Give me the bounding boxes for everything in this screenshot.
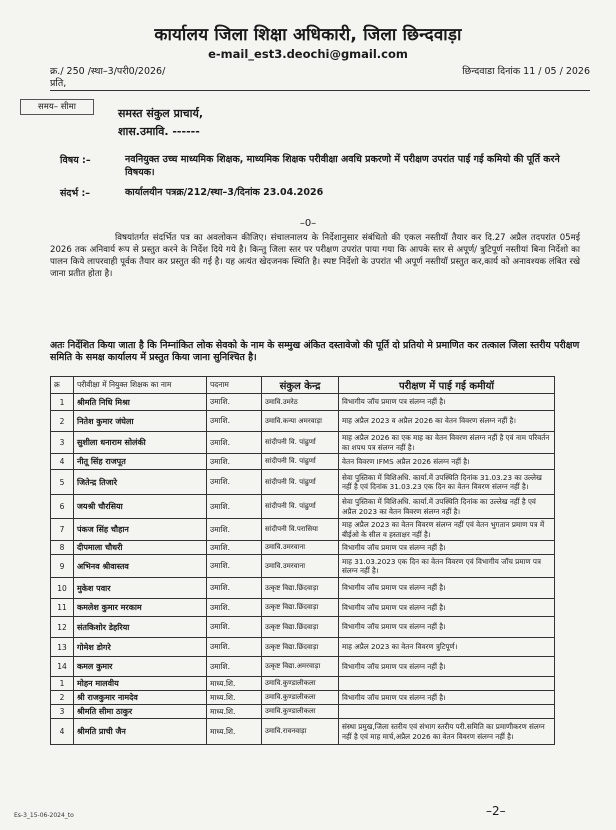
cell-sno: 5 [51, 470, 74, 495]
cell-post: उमाशि. [207, 578, 262, 599]
cell-sno: 1 [51, 677, 74, 691]
cell-remark: विभागीय जॉच प्रमाण पत्र संलग्न नहीं है। [339, 691, 555, 705]
letter-date: छिन्दवाडा दिनांक 11 / 05 / 2026 [462, 66, 590, 77]
cell-post: उमाशि. [207, 555, 262, 578]
table-row [51, 454, 555, 470]
table-row [51, 677, 555, 691]
cell-name: जितेन्द्र तिजारे [74, 470, 207, 495]
cell-name: नितेश कुमार जंघेला [74, 411, 207, 432]
cell-remark: वेतन विवरण IFMS अप्रैल 2026 संलग्न नहीं है। [339, 454, 555, 470]
cell-post: उमाशि. [207, 638, 262, 657]
header-name: परीवीक्षा में नियुक्त शिक्षक का नाम [74, 377, 207, 394]
cell-name: मोहन मालवीय [74, 677, 207, 691]
cell-sno: 4 [51, 719, 74, 745]
cell-remark: माह 31.03.2023 एक दिन का वेतन विवरण एवं विभागीय जॉच प्रमाण पत्र संलग्न नहीं है। [339, 555, 555, 578]
section-divider: –0– [299, 218, 317, 229]
cell-post: माध्य.शि. [207, 677, 262, 691]
table-row [51, 432, 555, 454]
cell-name: सुशीला धनाराम सोलंकी [74, 432, 207, 454]
cell-remark: सेवा पुस्तिका में विशिअधि. कार्या.में उपस्थिति दिनांक का उल्लेख नहीं है एवं अप्रैल 2023 का वेतन विवरण संलग्न नहीं है। [339, 495, 555, 519]
header-sno: क्र [51, 377, 74, 394]
header-rule [50, 90, 590, 91]
cell-name: श्रीमति प्राची जैन [74, 719, 207, 745]
cell-sno: 11 [51, 599, 74, 617]
cell-school: उमावि.उमरवाना [262, 555, 339, 578]
time-limit-stamp: समय– सीमा [20, 99, 94, 115]
cell-school: सांदीपनी वि. पांढुर्णा [262, 470, 339, 495]
table-row [51, 394, 555, 411]
cell-name: नीतू सिंह राजपूत [74, 454, 207, 470]
page-number: –2– [486, 804, 506, 818]
cell-name: दीपमाला चौधरी [74, 541, 207, 555]
cell-remark: विभागीय जॉच प्रमाण पत्र संलग्न नहीं है। [339, 394, 555, 411]
addressee-line-2: शास.उमावि. ------ [118, 125, 200, 138]
cell-school: उत्कृष्ट विद्या.छिंदवाड़ा [262, 599, 339, 617]
cell-school: उमावि.कुण्डालीकला [262, 677, 339, 691]
cell-remark: संस्था प्रमुख,जिला स्तरीय एवं संभाग स्तरीय परी.समिति का प्रमाणीकरण संलग्न नहीं है एवं माह मार्च,अप्रैल 2026 का वेतन विवरण संलग्न नहीं है। [339, 719, 555, 745]
reference-label: संदर्भ :– [60, 188, 91, 199]
table-row [51, 495, 555, 519]
cell-post: उमाशि. [207, 470, 262, 495]
cell-sno: 3 [51, 705, 74, 719]
cell-post: उमाशि. [207, 541, 262, 555]
cell-name: श्रीमति निधि मिश्रा [74, 394, 207, 411]
cell-post: उमाशि. [207, 432, 262, 454]
cell-post: उमाशि. [207, 454, 262, 470]
cell-post: उमाशि. [207, 495, 262, 519]
cell-name: गोमेश डोगरे [74, 638, 207, 657]
cell-remark [339, 705, 555, 719]
table-row [51, 470, 555, 495]
cell-school: सांदीपनी वि. पांढुर्णा [262, 495, 339, 519]
cell-sno: 13 [51, 638, 74, 657]
footer-code: Es-3_15-06-2024_to [14, 812, 74, 819]
table-row [51, 617, 555, 638]
cell-school: उत्कृष्ट विद्या.छिंदवाड़ा [262, 617, 339, 638]
cell-remark: विभागीय जॉच प्रमाण पत्र संलग्न नहीं है। [339, 617, 555, 638]
table-header-row [51, 377, 555, 394]
cell-sno: 7 [51, 519, 74, 541]
deficiency-table [50, 376, 555, 745]
cell-name: जयश्री चौरसिया [74, 495, 207, 519]
cell-post: माध्य.शि. [207, 691, 262, 705]
table-row [51, 411, 555, 432]
header-school: संकुल केन्द्र [262, 377, 339, 394]
subject-label: विषय :– [60, 155, 91, 166]
cell-post: उमाशि. [207, 599, 262, 617]
header-post: पदनाम [207, 377, 262, 394]
cell-remark: माह अप्रैल 2026 का एक माह का वेतन विवरण संलग्न नहीं है एवं नाम परिवर्तन का शपथ पत्र संलग्न नहीं है। [339, 432, 555, 454]
cell-name: कमल कुमार [74, 657, 207, 677]
cell-school: सांदीपनी वि. पांढुर्णा [262, 454, 339, 470]
cell-school: उत्कृष्ट विद्या.अमरवाड़ा [262, 657, 339, 677]
cell-post: उमाशि. [207, 617, 262, 638]
addressee-line-1: समस्त संकुल प्राचार्य, [118, 107, 204, 120]
cell-sno: 1 [51, 394, 74, 411]
cell-post: उमाशि. [207, 519, 262, 541]
table-row [51, 638, 555, 657]
cell-post: माध्य.शि. [207, 719, 262, 745]
table-row [51, 519, 555, 541]
cell-sno: 2 [51, 411, 74, 432]
cell-remark: विभागीय जॉच प्रमाण पत्र संलग्न नहीं है। [339, 578, 555, 599]
cell-name: श्रीमति सीमा ठाकुर [74, 705, 207, 719]
office-email: e-mail_est3.deochi@gmail.com [208, 47, 408, 61]
cell-school: उत्कृष्ट विद्या.छिंदवाड़ा [262, 638, 339, 657]
cell-remark: विभागीय जॉच प्रमाण पत्र संलग्न नहीं है। [339, 541, 555, 555]
cell-sno: 14 [51, 657, 74, 677]
cell-school: उमावि.कुण्डालीकला [262, 705, 339, 719]
cell-sno: 2 [51, 691, 74, 705]
cell-post: उमाशि. [207, 394, 262, 411]
cell-sno: 12 [51, 617, 74, 638]
cell-remark: विभागीय जॉच प्रमाण पत्र संलग्न नहीं है। [339, 599, 555, 617]
cell-sno: 8 [51, 541, 74, 555]
cell-remark: माह अप्रैल 2023 व अप्रैल 2026 का वेतन विवरण संलग्न नहीं है। [339, 411, 555, 432]
cell-remark [339, 677, 555, 691]
cell-post: उमाशि. [207, 411, 262, 432]
cell-remark: विभागीय जॉच प्रमाण पत्र संलग्न नहीं है। [339, 657, 555, 677]
cell-school: उमावि.उमरवाना [262, 541, 339, 555]
cell-school: उत्कृष्ट विद्या.छिंदवाड़ा [262, 578, 339, 599]
cell-name: पंकज सिंह चौहान [74, 519, 207, 541]
cell-remark: माह अप्रैल 2023 का वेतन विवरण संलग्न नहीं एवं वेतन भुगतान प्रमाण पत्र में बीईओ के सील व हस्ताक्षर नहीं है। [339, 519, 555, 541]
cell-school: उमावि.रावनवाड़ा [262, 719, 339, 745]
table-row [51, 555, 555, 578]
cell-sno: 6 [51, 495, 74, 519]
cell-school: सांदीपनी वि.परासिया [262, 519, 339, 541]
table-row [51, 719, 555, 745]
cell-post: माध्य.शि. [207, 705, 262, 719]
cell-name: कमलेश कुमार मरकाम [74, 599, 207, 617]
body-paragraph-1: विषयांतर्गत संदर्भित पत्र का अवलोकन कीजिए। संचालनालय के निर्देशानुसार संबंधितो की एकल नस्तीयॉ तैयार कर दि.27 अप्रैल तदपरांत 05मई 2026 तक अनिवार्य रूप से प्रस्तुत करने के निर्देश दिये गये है। किन्तु जिला स्तर पर परीक्षण उपरांत पाया गया कि आपके स्तर से अपूर्ण/ त्रुटिपूर्ण नस्तीयां बिना निर्देशो का पालन किये लापरवाही पूर्वक तैयार कर प्रस्तुत की गई है। यह अत्यंत खेदजनक स्थिति है। स्पष्ट निर्देशो के उपरांत भी अपूर्ण नस्तीयॉ प्रस्तुत कर,कार्य को अनावश्यक लंबित रखे जाना प्रतीत होता है। [50, 233, 580, 280]
cell-remark: माह अप्रैल 2023 का वेतन विवरण त्रुटिपूर्ण। [339, 638, 555, 657]
cell-name: संतकिशोर डेहरिया [74, 617, 207, 638]
cell-name: श्री राजकुमार नामदेव [74, 691, 207, 705]
cell-school: उमावि.कन्या अमरवाड़ा [262, 411, 339, 432]
table-row [51, 657, 555, 677]
cell-school: उमावि.उमरेठ [262, 394, 339, 411]
table-row [51, 705, 555, 719]
reference-text: कार्यालयीन पत्रक्र/212/स्था–3/दिनांक 23.04.2026 [125, 187, 324, 198]
cell-sno: 3 [51, 432, 74, 454]
header-remark: परीक्षण में पाई गई कमीयॉ [339, 377, 555, 394]
table-row [51, 599, 555, 617]
cell-sno: 9 [51, 555, 74, 578]
cell-remark: सेवा पुस्तिका में विशिअधि. कार्या.में उपस्थिति दिनांक 31.03.23 का उल्लेख नहीं है एवं दिनांक 31.03.23 एक दिन का वेतन विवरण संलग्न नहीं है। [339, 470, 555, 495]
letter-number: क्र./ 250 /स्था–3/परी0/2026/ [50, 66, 166, 77]
cell-sno: 4 [51, 454, 74, 470]
cell-name: मुकेश पवार [74, 578, 207, 599]
cell-post: उमाशि. [207, 657, 262, 677]
cell-sno: 10 [51, 578, 74, 599]
table-row [51, 541, 555, 555]
subject-text: नवनियुक्त उच्च माध्यमिक शिक्षक, माध्यमिक शिक्षक परीवीक्षा अवधि प्रकरणो में परीक्षण उपरांत पाई गई कमियो की पूर्ति करने विषयक। [125, 154, 560, 178]
office-title: कार्यालय जिला शिक्षा अधिकारी, जिला छिन्दवाड़ा [154, 25, 462, 45]
table-row [51, 578, 555, 599]
table-row [51, 691, 555, 705]
cell-school: उमावि.कुण्डालीकला [262, 691, 339, 705]
cell-name: अभिनव श्रीवास्तव [74, 555, 207, 578]
cell-school: सांदीपनी वि. पांढुर्णा [262, 432, 339, 454]
prati-label: प्रति, [50, 78, 67, 89]
body-paragraph-2: अतः निर्देशित किया जाता है कि निम्नांकित लोक सेवको के नाम के सम्मुख अंकित दस्तावेजो की पूर्ति दो प्रतियो मे प्रमाणित कर तत्काल जिला स्तरीय परीक्षण समिति के समक्ष कार्यालय में प्रस्तुत किया जाना सुनिश्चित है। [50, 340, 580, 364]
